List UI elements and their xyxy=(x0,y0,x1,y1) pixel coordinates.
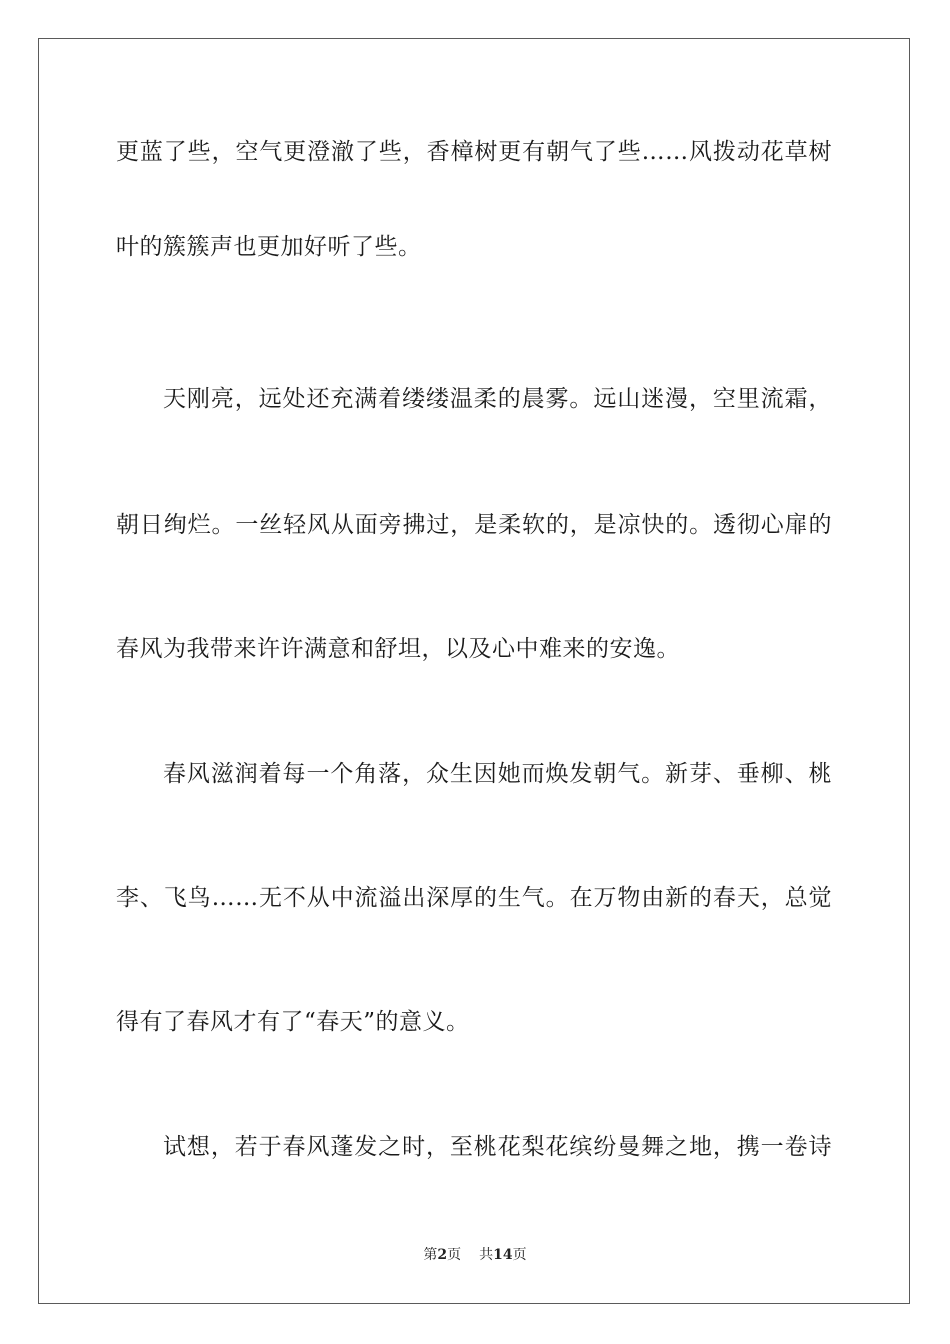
total-label-suffix: 页 xyxy=(512,1247,527,1263)
text-line: 叶的簇簇声也更加好听了些。 xyxy=(116,234,422,260)
total-label-prefix: 共 xyxy=(479,1247,494,1263)
text-line: 得有了春风才有了“春天”的意义。 xyxy=(116,1009,470,1035)
text-line: 更蓝了些，空气更澄澈了些，香樟树更有朝气了些……风拨动花草树 xyxy=(116,139,832,165)
page-border xyxy=(38,38,910,1304)
text-line: 朝日绚烂。一丝轻风从面旁拂过，是柔软的，是凉快的。透彻心扉的 xyxy=(116,512,832,538)
page-label-suffix: 页 xyxy=(447,1247,462,1263)
text-line: 李、飞鸟……无不从中流溢出深厚的生气。在万物由新的春天，总觉 xyxy=(116,885,832,911)
total-page-count: 14 xyxy=(493,1247,513,1263)
paragraph-first-line: 天刚亮，远处还充满着缕缕温柔的晨雾。远山迷漫，空里流霜， xyxy=(163,386,832,412)
page-footer xyxy=(0,1246,950,1264)
current-page-number: 2 xyxy=(437,1247,448,1263)
paragraph-first-line: 春风滋润着每一个角落，众生因她而焕发朝气。新芽、垂柳、桃 xyxy=(163,761,832,787)
paragraph-first-line: 试想，若于春风蓬发之时，至桃花梨花缤纷曼舞之地，携一卷诗 xyxy=(163,1134,832,1160)
page-label-prefix: 第 xyxy=(423,1247,438,1263)
text-line: 春风为我带来许许满意和舒坦，以及心中难来的安逸。 xyxy=(116,636,680,662)
